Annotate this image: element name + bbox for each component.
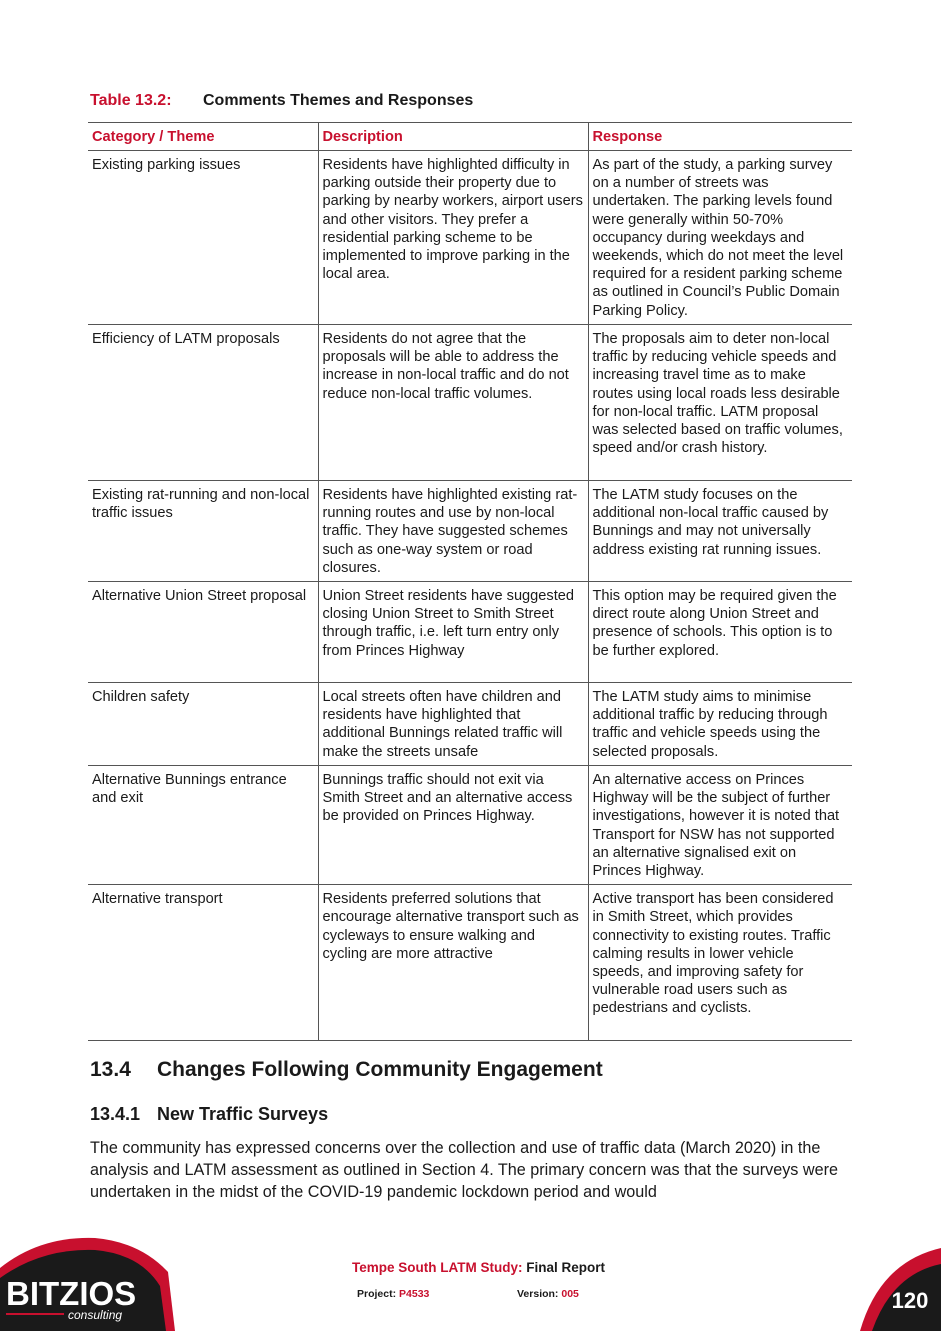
project-value: P4533 [399, 1288, 430, 1300]
bitzios-logo [0, 1232, 175, 1331]
footer-report-title [352, 1260, 605, 1275]
subsection-number: 13.4.1 [90, 1104, 141, 1124]
table-caption [90, 92, 473, 110]
cell-description: Residents have highlighted existing rat-running routes and use by non-local traffic. They have suggested schemes such as one-way system or road closures. [318, 481, 588, 582]
table-row [88, 683, 852, 766]
cell-category: Children safety [88, 683, 318, 766]
header-category: Category / Theme [88, 123, 318, 151]
table-number: Table 13.2: [90, 92, 172, 109]
header-response: Response [588, 123, 852, 151]
table-row [88, 885, 852, 1041]
table-row [88, 325, 852, 481]
table-row [88, 582, 852, 683]
cell-category: Alternative Union Street proposal [88, 582, 318, 683]
cell-category: Alternative Bunnings entrance and exit [88, 766, 318, 885]
cell-response: As part of the study, a parking survey on a number of streets was undertaken. The parking levels found were generally within 50-70% occupancy during weekdays and weekends, which do not meet the level required for a resident parking scheme as outlined in Council’s Public Domain Parking Policy. [588, 151, 852, 325]
cell-category: Existing rat-running and non-local traffic issues [88, 481, 318, 582]
section-heading [90, 1058, 603, 1082]
cell-category: Efficiency of LATM proposals [88, 325, 318, 481]
table-title: Comments Themes and Responses [203, 92, 474, 109]
cell-response: The LATM study aims to minimise additional traffic by reducing through traffic and vehicle speeds using the selected proposals. [588, 683, 852, 766]
footer-meta [357, 1288, 579, 1300]
body-paragraph: The community has expressed concerns over the collection and use of traffic data (March 2020) in the analysis and LATM assessment as outlined in Section 4. The primary concern was that the surveys were undertaken in the midst of the COVID-19 pandemic lockdown period and would [90, 1139, 838, 1201]
cell-response: An alternative access on Princes Highway will be the subject of further investigations, however it is noted that Transport for NSW has not supported an alternative signalised exit on Princes Highway. [588, 766, 852, 885]
footer-study-name: Tempe South LATM Study: [352, 1260, 523, 1275]
section-title: Changes Following Community Engagement [157, 1058, 603, 1081]
cell-response: This option may be required given the direct route along Union Street and presence of schools. This option is to be further explored. [588, 582, 852, 683]
comments-table [88, 122, 852, 1041]
header-description: Description [318, 123, 588, 151]
table-row [88, 151, 852, 325]
cell-response: The LATM study focuses on the additional non-local traffic caused by Bunnings and may not universally address existing rat running issues. [588, 481, 852, 582]
table-row [88, 481, 852, 582]
project-label: Project: [357, 1288, 397, 1300]
subsection-heading [90, 1104, 328, 1125]
logo-subtext: consulting [68, 1308, 123, 1322]
cell-category: Existing parking issues [88, 151, 318, 325]
table-row [88, 766, 852, 885]
footer-project [357, 1288, 429, 1300]
cell-description: Union Street residents have suggested closing Union Street to Smith Street through traffic, i.e. left turn entry only from Princes Highway [318, 582, 588, 683]
logo-text: BITZIOS [6, 1275, 137, 1312]
version-value: 005 [561, 1288, 579, 1300]
footer-report-name: Final Report [526, 1260, 606, 1275]
subsection-title: New Traffic Surveys [157, 1104, 329, 1124]
cell-response: Active transport has been considered in Smith Street, which provides connectivity to existing routes. Traffic calming results in lower vehicle speeds, and improving safety for vulnerable road users such as pedestrians and cyclists. [588, 885, 852, 1041]
cell-description: Bunnings traffic should not exit via Smith Street and an alternative access be provided on Princes Highway. [318, 766, 588, 885]
cell-description: Residents do not agree that the proposals will be able to address the increase in non-local traffic and do not reduce non-local traffic volumes. [318, 325, 588, 481]
section-number: 13.4 [90, 1058, 131, 1081]
cell-category: Alternative transport [88, 885, 318, 1041]
table-header-row [88, 123, 852, 151]
footer-version [517, 1288, 579, 1300]
cell-description: Residents preferred solutions that encourage alternative transport such as cycleways to ensure walking and cycling are more attractive [318, 885, 588, 1041]
page-number: 120 [891, 1288, 929, 1313]
cell-description: Residents have highlighted difficulty in parking outside their property due to parking by nearby workers, airport users and other visitors. They prefer a residential parking scheme to be implemented to improve parking in the local area. [318, 151, 588, 325]
version-label: Version: [517, 1288, 559, 1300]
cell-response: The proposals aim to deter non-local traffic by reducing vehicle speeds and increasing travel time as to make routes using local roads less desirable for non-local traffic. LATM proposal was selected based on traffic volumes, speed and/or crash history. [588, 325, 852, 481]
cell-description: Local streets often have children and residents have highlighted that additional Bunnings related traffic will make the streets unsafe [318, 683, 588, 766]
